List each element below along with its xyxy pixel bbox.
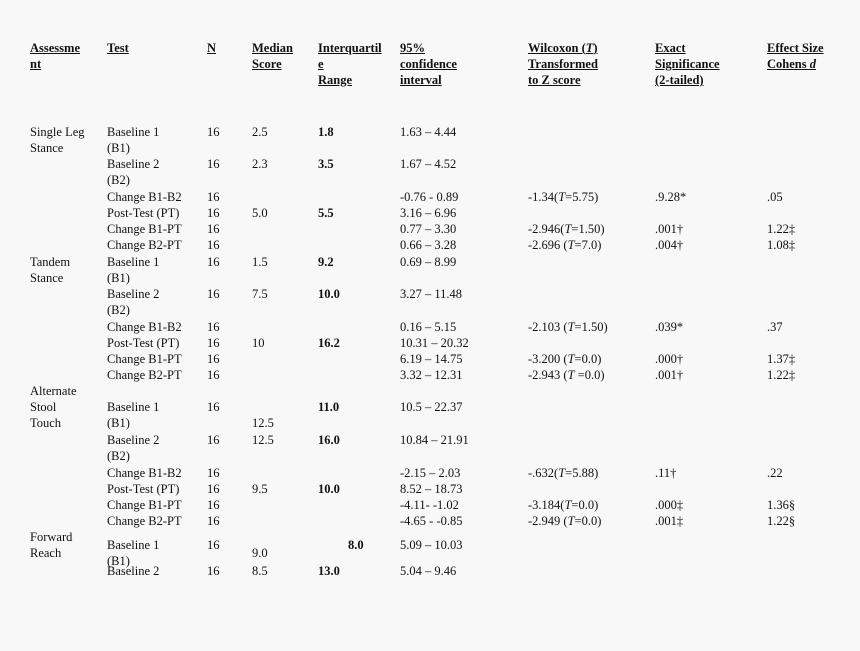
row-n: 16 (207, 368, 220, 382)
row-test-label: Baseline 1 (B1) (107, 125, 160, 155)
row-effect-size: .05 (767, 190, 783, 204)
row-exact-significance: .000‡ (655, 498, 684, 512)
assessment-label: Tandem Stance (30, 255, 71, 285)
row-test-label: Baseline 1 (B1) (107, 400, 160, 430)
row-confidence-interval: -4.11- -1.02 (400, 498, 459, 512)
row-confidence-interval: 6.19 – 14.75 (400, 352, 463, 366)
row-median: 12.5 (252, 433, 274, 447)
row-iqr: 10.0 (318, 287, 340, 301)
row-wilcoxon-z: -1.34(T=5.75) (528, 190, 599, 204)
row-median: 9.0 (252, 546, 268, 560)
row-n: 16 (207, 514, 220, 528)
row-median: 12.5 (252, 416, 274, 430)
row-test-label: Change B2-PT (107, 238, 182, 252)
row-wilcoxon-z: -3.184(T=0.0) (528, 498, 599, 512)
row-n: 16 (207, 498, 220, 512)
row-iqr: 8.0 (348, 538, 364, 552)
row-n: 16 (207, 125, 220, 139)
row-confidence-interval: -4.65 - -0.85 (400, 514, 463, 528)
row-n: 16 (207, 538, 220, 552)
row-n: 16 (207, 352, 220, 366)
row-wilcoxon-z: -3.200 (T=0.0) (528, 352, 602, 366)
row-test-label: Change B1-B2 (107, 190, 182, 204)
row-test-label: Post-Test (PT) (107, 336, 180, 350)
row-n: 16 (207, 433, 220, 447)
row-test-label: Baseline 2 (B2) (107, 287, 160, 317)
row-wilcoxon-z: -2.949 (T=0.0) (528, 514, 602, 528)
col-header-test: Test (107, 41, 129, 55)
row-n: 16 (207, 400, 220, 414)
row-effect-size: 1.22§ (767, 514, 796, 528)
row-confidence-interval: 0.66 – 3.28 (400, 238, 457, 252)
row-confidence-interval: 0.16 – 5.15 (400, 320, 457, 334)
row-iqr: 16.2 (318, 336, 340, 350)
row-iqr: 10.0 (318, 482, 340, 496)
col-header-n: N (207, 41, 217, 55)
row-exact-significance: .000† (655, 352, 684, 366)
row-test-label: Change B1-PT (107, 498, 182, 512)
row-iqr: 3.5 (318, 157, 334, 171)
row-confidence-interval: 0.69 – 8.99 (400, 255, 457, 269)
row-confidence-interval: -0.76 - 0.89 (400, 190, 459, 204)
row-exact-significance: .001‡ (655, 514, 684, 528)
row-iqr: 11.0 (318, 400, 340, 414)
row-iqr: 1.8 (318, 125, 334, 139)
col-header-ci: 95% confidence interval (400, 41, 457, 87)
row-effect-size: 1.08‡ (767, 238, 796, 252)
row-n: 16 (207, 190, 220, 204)
row-n: 16 (207, 255, 220, 269)
row-median: 10 (252, 336, 265, 350)
row-median: 5.0 (252, 206, 268, 220)
row-wilcoxon-z: -2.103 (T=1.50) (528, 320, 608, 334)
row-wilcoxon-z: -2.696 (T=7.0) (528, 238, 602, 252)
col-header-wilcoxon: Wilcoxon (T) Transformed to Z score (528, 41, 598, 87)
row-n: 16 (207, 482, 220, 496)
row-n: 16 (207, 222, 220, 236)
row-test-label: Change B1-PT (107, 352, 182, 366)
row-test-label: Baseline 2 (107, 564, 160, 578)
assessment-label: Forward Reach (30, 530, 73, 560)
row-test-label: Baseline 2 (B2) (107, 157, 160, 187)
row-iqr: 9.2 (318, 255, 334, 269)
row-exact-significance: .11† (655, 466, 677, 480)
assessment-label: Single Leg Stance (30, 125, 85, 155)
row-effect-size: 1.37‡ (767, 352, 796, 366)
row-test-label: Change B2-PT (107, 514, 182, 528)
row-confidence-interval: 8.52 – 18.73 (400, 482, 463, 496)
row-exact-significance: .039* (655, 320, 684, 334)
row-confidence-interval: -2.15 – 2.03 (400, 466, 461, 480)
row-median: 8.5 (252, 564, 268, 578)
row-effect-size: 1.22‡ (767, 368, 796, 382)
row-median: 2.3 (252, 157, 268, 171)
row-wilcoxon-z: -.632(T=5.88) (528, 466, 599, 480)
row-exact-significance: .9.28* (655, 190, 687, 204)
row-n: 16 (207, 564, 220, 578)
row-confidence-interval: 10.5 – 22.37 (400, 400, 463, 414)
row-exact-significance: .004† (655, 238, 684, 252)
row-confidence-interval: 1.67 – 4.52 (400, 157, 457, 171)
col-header-iqr: Interquartil e Range (318, 41, 382, 87)
row-median: 7.5 (252, 287, 268, 301)
row-confidence-interval: 0.77 – 3.30 (400, 222, 457, 236)
row-confidence-interval: 3.32 – 12.31 (400, 368, 463, 382)
row-test-label: Post-Test (PT) (107, 482, 180, 496)
row-iqr: 5.5 (318, 206, 334, 220)
row-test-label: Change B2-PT (107, 368, 182, 382)
row-confidence-interval: 3.27 – 11.48 (400, 287, 463, 301)
row-confidence-interval: 3.16 – 6.96 (400, 206, 457, 220)
row-test-label: Baseline 2 (B2) (107, 433, 160, 463)
col-header-effect-size: Effect Size Cohens d (767, 41, 824, 71)
row-test-label: Change B1-B2 (107, 320, 182, 334)
row-median: 2.5 (252, 125, 268, 139)
row-wilcoxon-z: -2.946(T=1.50) (528, 222, 605, 236)
assessment-label: Alternate Stool Touch (30, 384, 77, 430)
row-confidence-interval: 5.04 – 9.46 (400, 564, 457, 578)
row-confidence-interval: 1.63 – 4.44 (400, 125, 457, 139)
row-iqr: 13.0 (318, 564, 340, 578)
row-test-label: Change B1-PT (107, 222, 182, 236)
row-n: 16 (207, 206, 220, 220)
col-header-assessment: Assessme nt (30, 41, 80, 71)
row-confidence-interval: 5.09 – 10.03 (400, 538, 463, 552)
row-effect-size: .22 (767, 466, 783, 480)
row-n: 16 (207, 466, 220, 480)
row-test-label: Change B1-B2 (107, 466, 182, 480)
row-n: 16 (207, 336, 220, 350)
row-iqr: 16.0 (318, 433, 340, 447)
row-confidence-interval: 10.31 – 20.32 (400, 336, 469, 350)
row-exact-significance: .001† (655, 222, 684, 236)
row-median: 9.5 (252, 482, 268, 496)
row-effect-size: 1.22‡ (767, 222, 796, 236)
row-n: 16 (207, 157, 220, 171)
row-effect-size: 1.36§ (767, 498, 796, 512)
row-n: 16 (207, 287, 220, 301)
row-test-label: Post-Test (PT) (107, 206, 180, 220)
row-test-label: Baseline 1 (B1) (107, 538, 160, 568)
row-median: 1.5 (252, 255, 268, 269)
row-wilcoxon-z: -2.943 (T =0.0) (528, 368, 605, 382)
col-header-median: Median Score (252, 41, 293, 71)
row-confidence-interval: 10.84 – 21.91 (400, 433, 469, 447)
col-header-exact-significance: Exact Significance (2-tailed) (655, 41, 720, 87)
row-n: 16 (207, 238, 220, 252)
row-effect-size: .37 (767, 320, 783, 334)
row-exact-significance: .001† (655, 368, 684, 382)
row-test-label: Baseline 1 (B1) (107, 255, 160, 285)
row-n: 16 (207, 320, 220, 334)
